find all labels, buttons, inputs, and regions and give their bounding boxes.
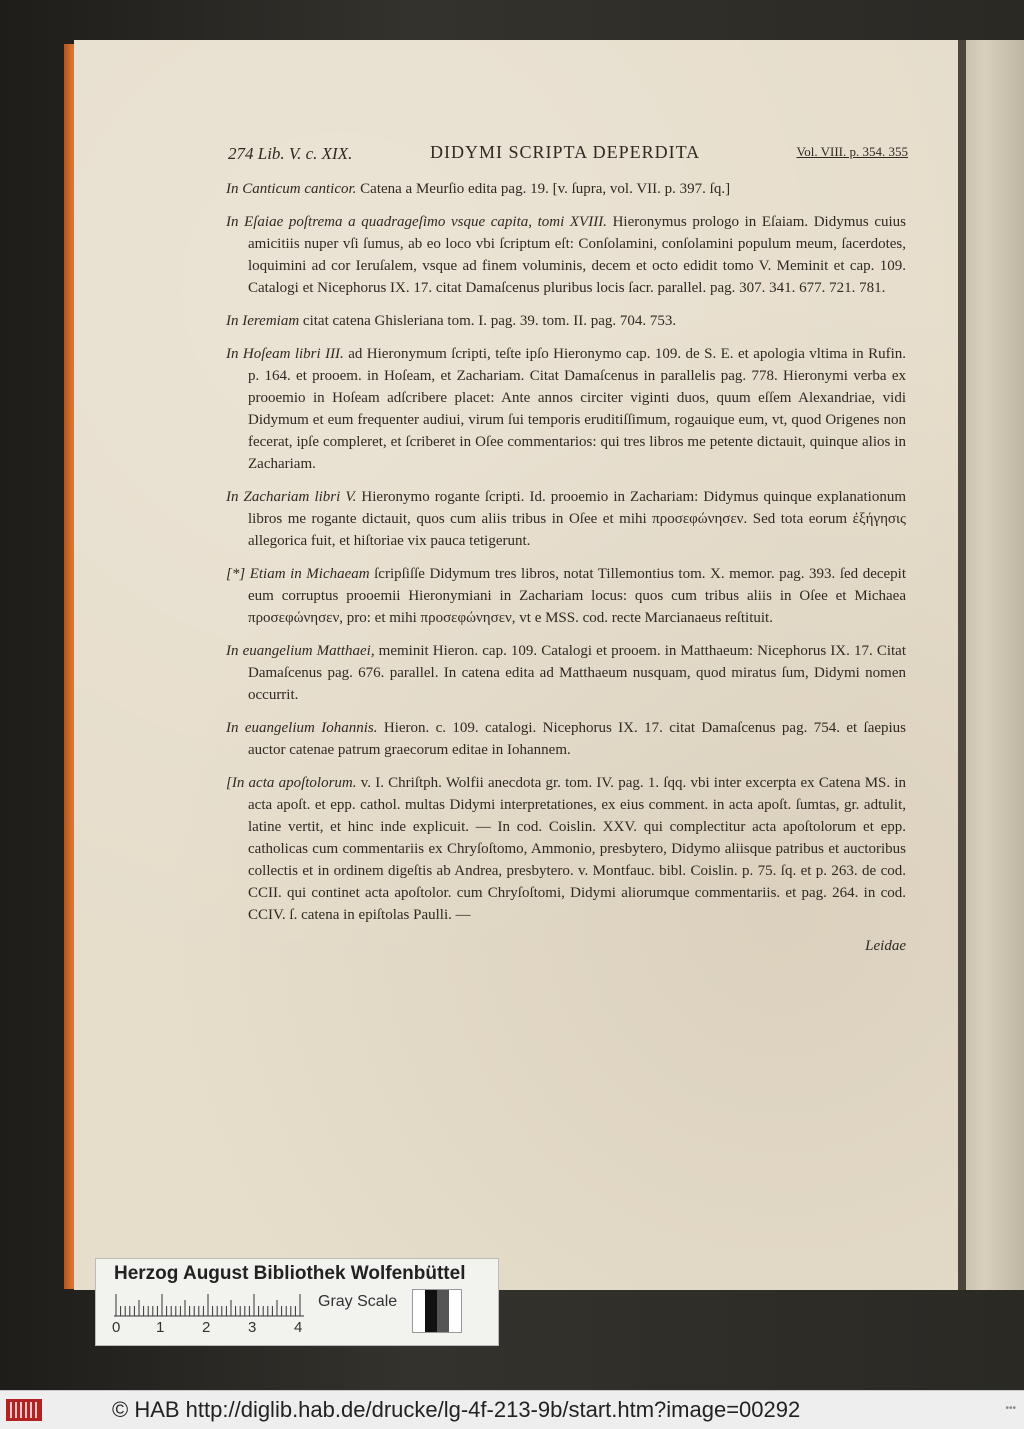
gray-scale-label: Gray Scale: [318, 1293, 398, 1310]
paragraph-body: Hieronymo rogante ſcripti. Id. prooemio in Zachariam: Didymus quinque explanationum libros me rogante dictauit, quos cum aliis tribus in Oſee et mihi προσεφώνησεν. Sed tota eorum ἐξήγησις allegorica fuit, et hiſtoriae vix pauca tetigerunt.: [248, 489, 906, 549]
page-reference: 274 Lib. V. c. XIX.: [228, 144, 353, 163]
paragraph-body: ſcripſiſſe Didymum tres libros, notat Tillemontius tom. X. memor. pag. 393. ſed decepit eum corruptus prooemii Hieronymiani in Zachariam locus: quos cum tribus aliis in Oſee et Michaea προσεφώνησεν, pro: et mihi προσεφώνησεν, vt e MSS. cod. recte Marcianaeus reſtituit.: [248, 566, 907, 626]
card-title: Herzog August Bibliothek Wolfenbüttel: [114, 1263, 466, 1284]
ruler-number: 0: [112, 1319, 121, 1336]
color-calibration-card: [95, 1258, 499, 1346]
ruler-number: 1: [156, 1319, 165, 1336]
gutter: [958, 40, 966, 1290]
paragraph-lead: In Ieremiam: [226, 313, 300, 329]
paragraph-body: citat catena Ghisleriana tom. I. pag. 39. tom. II. pag. 704. 753.: [302, 313, 677, 329]
paragraph-body: v. I. Chriſtph. Wolfii anecdota gr. tom. IV. pag. 1. ſqq. vbi inter excerpta ex Catena MS. in acta apoſt. et epp. cathol. multas Didymi interpretationes, ex eius comment. in acta apoſt. ſumtas, gr. adtulit, latine vertit, et hinc inde explicuit. — In cod. Coislin. XXV. qui complectitur acta apoſtolorum et epp. catholicas cum commentariis ex Chryſoſtomo, Ammonio, presbytero, Didymo aliisque patribus et auctoribus collectis et in ordinem digeſtis ab Andrea, presbytero. v. Montfauc. bibl. Coislin. p. 75. ſq. et p. 263. de cod. CCII. qui continet acta apoſtolor. cum Chryſoſtomi, Didymi aliorumque commentariis. et pag. 264. in cod. CCIV. ſ. catena in epiſtolas Paulli. —: [248, 775, 907, 923]
paragraph-lead: In Hoſeam libri III.: [226, 346, 344, 362]
paragraph-lead: In Canticum canticor.: [226, 181, 357, 197]
paragraph-body: Catena a Meurſio edita pag. 19. [v. ſupra, vol. VII. p. 397. ſq.]: [360, 181, 731, 197]
paragraph: [226, 640, 906, 706]
adjacent-page: [958, 40, 1024, 1290]
paragraph-lead: In Zachariam libri V.: [226, 489, 357, 505]
paragraph-lead: In Eſaiae poſtrema a quadrageſimo vsque capita, tomi XVIII.: [226, 214, 607, 230]
running-header: [228, 142, 908, 166]
paragraph: [226, 772, 906, 926]
swatch-black: [425, 1290, 437, 1332]
page-title: DIDYMI SCRIPTA DEPERDITA: [430, 142, 701, 162]
ruler-number: 3: [248, 1319, 257, 1336]
paragraph-lead: In euangelium Iohannis.: [226, 720, 378, 736]
paragraph-body: Hieronymus prologo in Eſaiam. Didymus cuius amicitiis nuper vſi ſumus, ab eo loco vbi ſcriptum eſt: Conſolamini, conſolamini populum meum, ſacerdotes, loquimini ad cor Ieruſalem, vsque ad finem voluminis, decem et octo edidit tomo V. Meminit et cap. 109. Catalogi et Nicephorus IX. 17. citat Damaſcenus pluribus locis ſacr. parallel. pag. 307. 341. 677. 721. 781.: [248, 214, 907, 296]
footer-dots: •••: [1005, 1403, 1016, 1414]
paragraph: [226, 178, 906, 200]
page-text: [226, 178, 906, 957]
swatch-white: [413, 1290, 425, 1332]
paragraph-body: Hieron. c. 109. catalogi. Nicephorus IX. 17. citat Damaſcenus pag. 754. et ſaepius auctor catenae patrum graecorum editae in Iohannem.: [248, 720, 907, 758]
paragraph-lead: [*] Etiam in Michaeam: [226, 566, 370, 582]
ruler-icon: [114, 1293, 304, 1317]
gray-scale-swatch: [412, 1289, 462, 1333]
paragraph-lead: [In acta apoſtolorum.: [226, 775, 357, 791]
paragraph-body: ad Hieronymum ſcripti, teſte ipſo Hieronymo cap. 109. de S. E. et apologia vltima in Rufin. p. 164. et prooem. in Hoſeam, et Zachariam. Citat Damaſcenus in parallelis pag. 778. Hieronymi verba ex prooemio in Hoſeam adſcribere placet: Ante annos circiter viginti duos, quum eſſem Alexandriae, vidi Didymum et eum frequenter audiui, virum ſui temporis eruditiſſimum, rogauique eum, vt, quod Origenes non fecerat, ipſe compleret, et ſcriberet in Oſee commentarios: qui tres libros me petente dictauit, quinque alios in Zachariam.: [248, 346, 907, 472]
paragraph: [226, 717, 906, 761]
paragraph: [226, 563, 906, 629]
paragraph: [226, 343, 906, 475]
hab-logo-icon: [6, 1399, 42, 1421]
footer-url[interactable]: © HAB http://diglib.hab.de/drucke/lg-4f-213-9b/start.htm?image=00292: [112, 1397, 801, 1422]
paragraph: [226, 486, 906, 552]
ruler-number: 4: [294, 1319, 303, 1336]
swatch-white: [449, 1290, 461, 1332]
swatch-dark-gray: [437, 1290, 449, 1332]
paragraph-body: meminit Hieron. cap. 109. Catalogi et prooem. in Matthaeum: Nicephorus IX. 17. Citat Damaſcenus pag. 676. parallel. In catena edita ad Matthaeum nusquam, quod miratus ſum, Didymi nomen occurrit.: [248, 643, 906, 703]
ruler-number: 2: [202, 1319, 211, 1336]
volume-reference: Vol. VIII. p. 354. 355: [796, 144, 908, 159]
paragraph: [226, 310, 906, 332]
paragraph: [226, 211, 906, 299]
catchword: Leidae: [865, 938, 906, 954]
footer-bar: [0, 1390, 1024, 1429]
paragraph-lead: In euangelium Matthaei,: [226, 643, 375, 659]
